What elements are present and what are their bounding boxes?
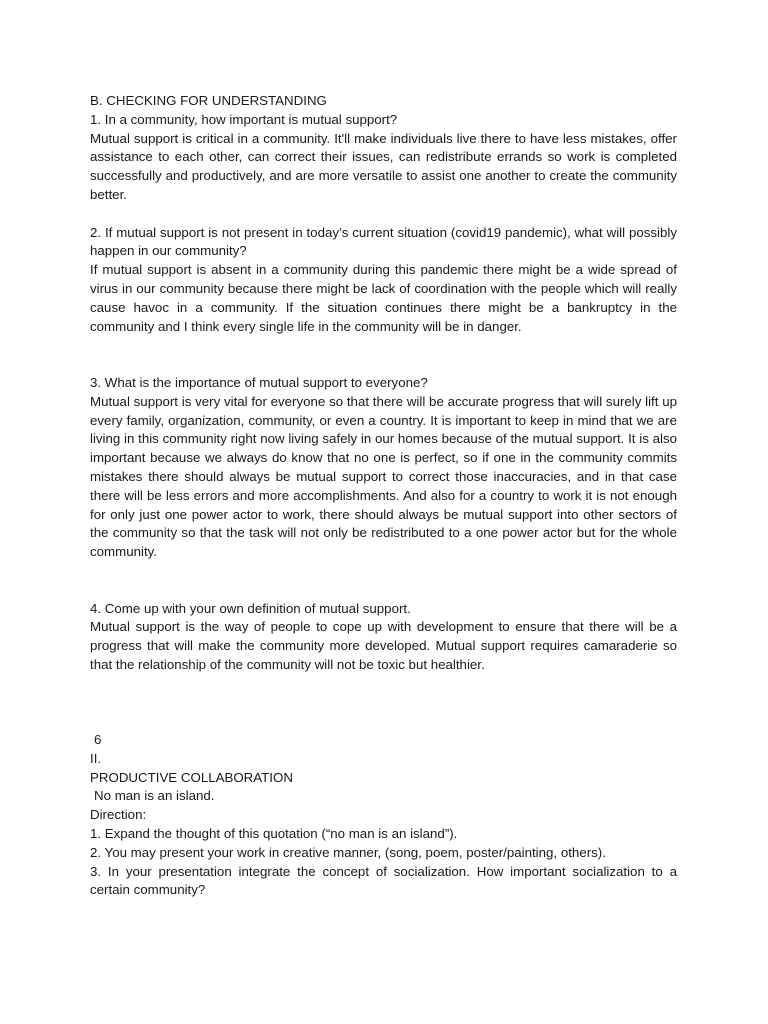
answer-2: If mutual support is absent in a community during this pandemic there might be a wide spread of virus in our community because there might be lack of coordination with the people which will really cause havoc in a community. If the situation continues there might be a bankruptcy in the community and I think every single life in the community will be in danger. <box>90 262 677 334</box>
section-ii-title: PRODUCTIVE COLLABORATION <box>90 769 293 785</box>
question-3: 3. What is the importance of mutual support to everyone? <box>90 374 428 390</box>
answer-1: Mutual support is critical in a community. It'll make individuals live there to have less mistakes, offer assistance to each other, can correct their issues, can redistribute errands so work is completed successfully and productively, and are more versatile to assist one another to create the community better. <box>90 130 677 202</box>
direction-item-3: 3. In your presentation integrate the concept of socialization. How important socialization to a certain community? <box>90 863 677 898</box>
question-1: 1. In a community, how important is mutual support? <box>90 111 398 127</box>
section-ii-roman: II. <box>90 750 102 766</box>
document-page <box>90 92 677 900</box>
page-number: 6 <box>94 732 102 748</box>
answer-4: Mutual support is the way of people to cope up with development to ensure that there will be a progress that will make the community more developed. Mutual support requires camaraderie so that the relationship of the community will not be toxic but healthier. <box>90 619 677 672</box>
direction-item-2: 2. You may present your work in creative manner, (song, poem, poster/painting, others). <box>90 844 606 860</box>
direction-label: Direction: <box>90 807 147 823</box>
quotation: No man is an island. <box>94 788 215 804</box>
question-2: 2. If mutual support is not present in today’s current situation (covid19 pandemic), what will possibly happen in our community? <box>90 224 677 259</box>
direction-item-1: 1. Expand the thought of this quotation (“no man is an island”). <box>90 826 458 842</box>
section-b-heading: B. CHECKING FOR UNDERSTANDING <box>90 93 327 108</box>
question-4: 4. Come up with your own definition of mutual support. <box>90 600 411 616</box>
answer-3: Mutual support is very vital for everyone so that there will be accurate progress that will surely lift up every family, organization, community, or even a country. It is important to keep in mind that we are living in this community right now living safely in our homes because of the mutual support. It is also important because we always do know that no one is perfect, so if one in the community commits mistakes there should always be mutual support to correct those inaccuracies, and in that case there will be less errors and more accomplishments. And also for a country to work it is not enough for only just one power actor to work, there should always be mutual support into other sectors of the community so that the task will not only be redistributed to a one power actor but for the whole community. <box>90 393 677 560</box>
